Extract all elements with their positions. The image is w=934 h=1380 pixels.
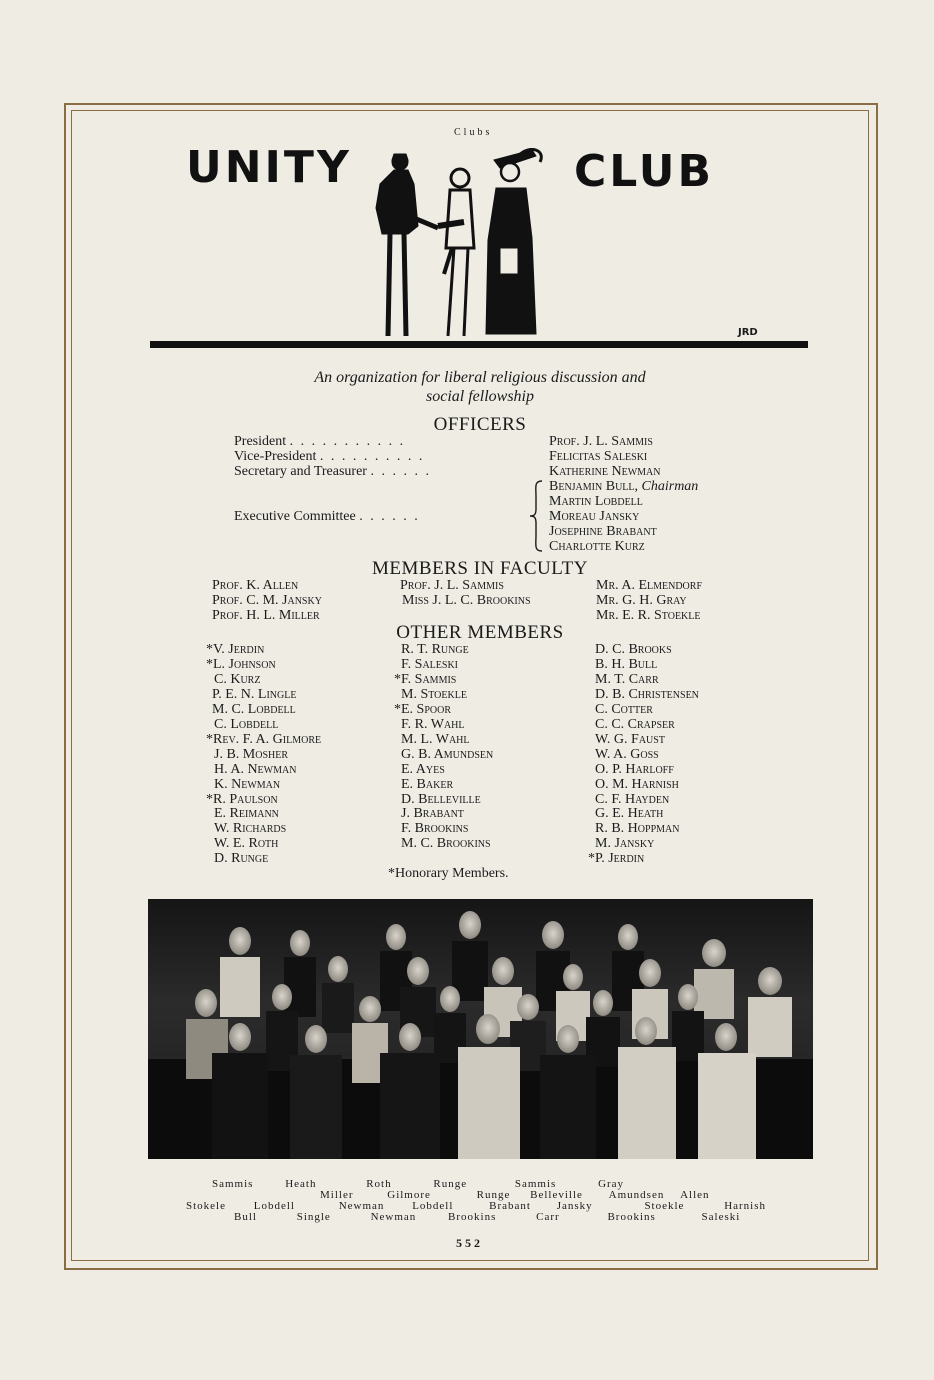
list-item: D. Belleville <box>401 791 481 807</box>
caption-name: Single <box>296 1211 331 1223</box>
caption-name: Newman <box>370 1211 417 1223</box>
list-item: M. Stoekle <box>401 686 467 702</box>
list-item: B. H. Bull <box>595 656 658 672</box>
leader-dots: . . . . . . <box>370 464 431 479</box>
list-item: W. A. Goss <box>595 746 659 762</box>
caption-name: Miller <box>320 1189 354 1201</box>
list-item: Prof. J. L. Sammis <box>400 578 504 593</box>
faculty-column-3 <box>596 579 702 624</box>
leader-dots: . . . . . . . . . . . <box>289 434 406 449</box>
officer-role: Vice-President <box>234 449 317 464</box>
group-photograph <box>148 899 813 1159</box>
list-item: K. Newman <box>214 776 281 792</box>
caption-name: Heath <box>285 1178 317 1190</box>
list-item: W. Richards <box>214 821 287 837</box>
club-illustration <box>360 148 550 344</box>
caption-name: Stokele <box>186 1200 226 1212</box>
list-item: Mr. A. Elmendorf <box>596 578 703 593</box>
other-members-column-3 <box>588 643 699 867</box>
caption-name: Runge <box>476 1189 511 1201</box>
executive-chair <box>549 479 698 494</box>
list-item: Mr. E. R. Stoekle <box>596 607 701 623</box>
club-description <box>230 368 730 406</box>
executive-member: Martin Lobdell <box>549 494 643 509</box>
caption-name: Saleski <box>701 1211 741 1223</box>
caption-name: Lobdell <box>412 1200 454 1212</box>
list-item: Prof. C. M. Jansky <box>212 592 322 608</box>
list-item: H. A. Newman <box>214 761 297 777</box>
list-item: C. Kurz <box>214 671 261 687</box>
officer-role: Secretary and Treasurer <box>234 464 367 479</box>
faculty-heading: MEMBERS IN FACULTY <box>372 558 588 579</box>
officer-row-secretary <box>234 464 431 479</box>
list-item: C. C. Crapser <box>595 716 675 732</box>
list-item: D. Runge <box>214 851 269 867</box>
executive-member: Moreau Jansky <box>549 509 640 524</box>
list-item: Prof. H. L. Miller <box>212 607 320 623</box>
other-members-column-2 <box>394 643 493 852</box>
title-right: CLUB <box>574 146 715 197</box>
caption-name: Roth <box>366 1178 392 1190</box>
list-item: P. E. N. Lingle <box>212 686 297 702</box>
list-item: O. M. Harnish <box>595 776 679 792</box>
list-item: D. B. Christensen <box>595 686 699 702</box>
page-number: 552 <box>456 1236 483 1250</box>
list-item: O. P. Harloff <box>595 761 674 777</box>
list-item: *P. Jerdin <box>588 851 645 867</box>
other-members-heading: OTHER MEMBERS <box>396 622 564 643</box>
list-item: Mr. G. H. Gray <box>596 592 687 608</box>
list-item: G. B. Amundsen <box>401 746 494 762</box>
officer-row-vice-president <box>234 449 424 464</box>
caption-name: Allen <box>680 1189 710 1201</box>
list-item: M. T. Carr <box>595 671 659 687</box>
executive-chair-title: Chairman <box>641 479 699 494</box>
caption-name: Bull <box>234 1211 257 1223</box>
caption-name: Amundsen <box>608 1189 665 1201</box>
caption-name: Lobdell <box>253 1200 295 1212</box>
figure-middle <box>438 169 474 336</box>
list-item: M. C. Lobdell <box>212 701 296 717</box>
list-item: J. Brabant <box>401 806 464 822</box>
caption-name: Brookins <box>607 1211 656 1223</box>
list-item: M. Jansky <box>595 836 655 852</box>
caption-name: Jansky <box>556 1200 593 1212</box>
list-item: R. T. Runge <box>401 642 469 657</box>
leader-dots: . . . . . . . . . . <box>319 449 425 464</box>
list-item: Miss J. L. C. Brookins <box>402 592 531 608</box>
title-left: UNITY <box>186 142 352 193</box>
description-line-1: An organization for liberal religious discussion and <box>314 369 646 386</box>
list-item: *R. Paulson <box>206 791 278 807</box>
list-item: M. C. Brookins <box>401 836 491 852</box>
artist-signature: JRD <box>738 327 758 338</box>
list-item: F. Saleski <box>401 656 459 672</box>
list-item: R. B. Hoppman <box>595 821 680 837</box>
ground-line <box>150 341 808 348</box>
caption-name: Carr <box>536 1211 560 1223</box>
list-item: F. R. Wahl <box>401 716 465 732</box>
list-item: G. E. Heath <box>595 806 664 822</box>
officer-name-vice-president: Felicitas Saleski <box>549 449 648 464</box>
officer-name-president: Prof. J. L. Sammis <box>549 434 653 449</box>
list-item: J. B. Mosher <box>214 746 289 762</box>
caption-name: Newman <box>338 1200 385 1212</box>
list-item: M. L. Wahl <box>401 731 470 747</box>
faculty-column-2 <box>400 579 531 609</box>
list-item: E. Reimann <box>214 806 279 822</box>
executive-members <box>549 479 698 554</box>
executive-role: Executive Committee <box>234 509 356 524</box>
list-item: *E. Spoor <box>394 701 452 717</box>
executive-member: Josephine Brabant <box>549 524 657 539</box>
description-line-2: social fellowship <box>426 388 534 405</box>
list-item: *L. Johnson <box>206 656 276 672</box>
caption-name: Sammis <box>212 1178 254 1190</box>
officer-role: President <box>234 434 287 449</box>
section-header: Clubs <box>454 127 493 138</box>
list-item: C. Lobdell <box>214 716 279 732</box>
officer-name-secretary: Katherine Newman <box>549 464 661 479</box>
group-photo-figures <box>148 899 813 1159</box>
list-item: D. C. Brooks <box>595 642 672 657</box>
caption-name: Runge <box>433 1178 468 1190</box>
list-item: C. F. Hayden <box>595 791 670 807</box>
caption-row-4 <box>234 1211 740 1223</box>
list-item: *Rev. F. A. Gilmore <box>206 731 322 747</box>
executive-brace <box>528 479 544 553</box>
caption-name: Harnish <box>724 1200 767 1212</box>
faculty-column-1 <box>212 579 322 624</box>
list-item: *F. Sammis <box>394 671 457 687</box>
executive-member: Charlotte Kurz <box>549 539 645 554</box>
officers-heading: OFFICERS <box>433 414 527 435</box>
other-members-column-1 <box>206 643 321 867</box>
caption-name: Gray <box>598 1178 625 1190</box>
caption-name: Belleville <box>530 1189 583 1201</box>
list-item: W. E. Roth <box>214 836 279 852</box>
executive-committee-row <box>234 509 420 524</box>
executive-chair-name: Benjamin Bull, <box>549 479 639 494</box>
figure-right <box>486 149 541 334</box>
list-item: E. Baker <box>401 776 454 792</box>
officer-row-president <box>234 434 405 449</box>
caption-name: Gilmore <box>387 1189 431 1201</box>
figure-left <box>376 154 438 336</box>
list-item: E. Ayes <box>401 761 445 777</box>
list-item: Prof. K. Allen <box>212 578 299 593</box>
caption-name: Sammis <box>514 1178 557 1190</box>
list-item: *V. Jerdin <box>206 642 265 657</box>
list-item: F. Brookins <box>401 821 469 837</box>
caption-name: Brabant <box>489 1200 531 1212</box>
caption-name: Brookins <box>448 1211 497 1223</box>
caption-name: Stoekle <box>644 1200 685 1212</box>
honorary-note: *Honorary Members. <box>388 866 509 881</box>
leader-dots: . . . . . . <box>359 509 420 524</box>
list-item: W. G. Faust <box>595 731 665 747</box>
list-item: C. Cotter <box>595 701 653 717</box>
